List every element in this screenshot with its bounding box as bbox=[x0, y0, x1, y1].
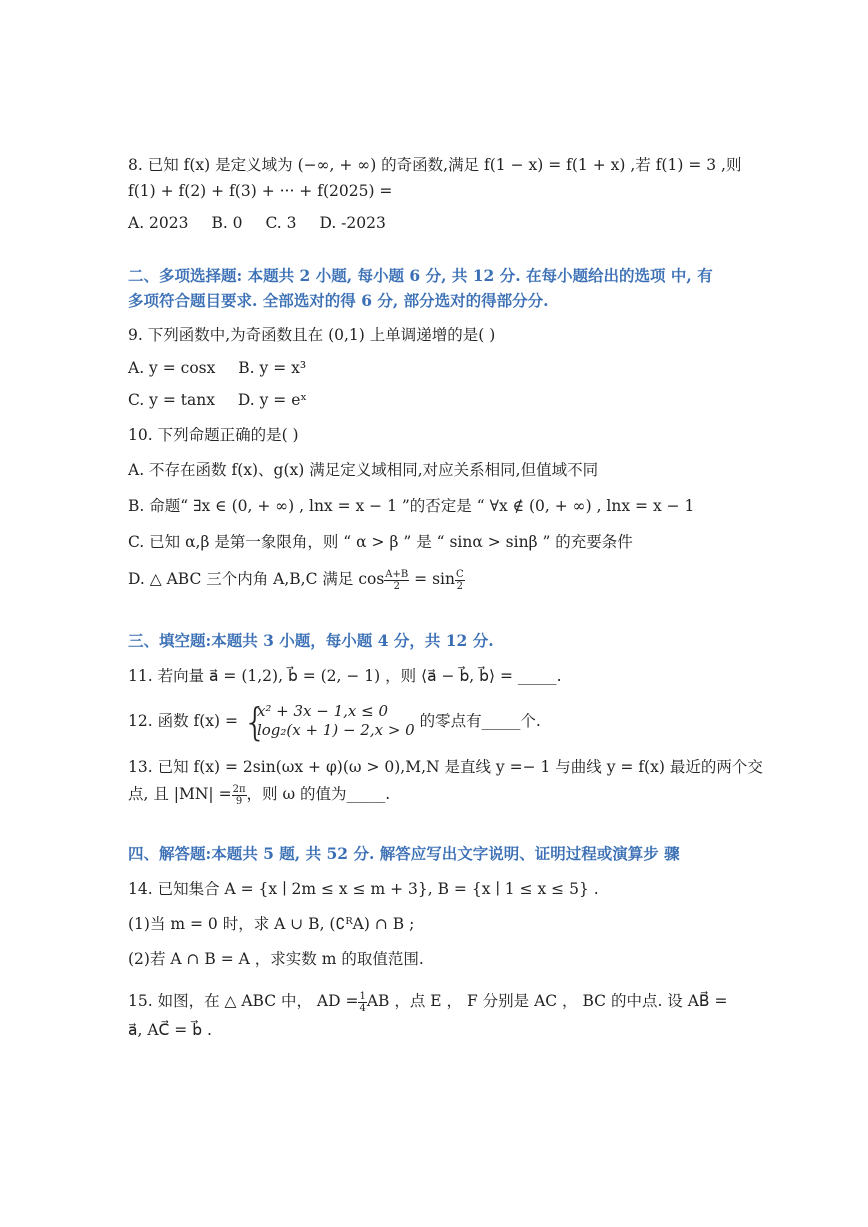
section4-heading: 四、解答题:本题共 5 题, 共 52 分. 解答应写出文字说明、证明过程或演算步 骤 bbox=[128, 844, 680, 863]
q8-option-c: C. 3 bbox=[265, 214, 297, 232]
section2-heading-line1: 二、多项选择题: 本题共 2 小题, 每小题 6 分, 共 12 分. 在每小题给出的选项 中, 有 bbox=[128, 266, 713, 285]
q12-case2: log₂(x + 1) − 2,x > 0 bbox=[256, 721, 415, 739]
q12-suffix: 的零点有_____个. bbox=[419, 712, 541, 730]
q9-option-d: D. y = eˣ bbox=[237, 391, 307, 409]
q8-line1: 8. 已知 f(x) 是定义域为 (−∞, + ∞) 的奇函数,满足 f(1 − x) = f(1 + x) ,若 f(1) = 3 ,则 bbox=[128, 156, 742, 174]
q14-part2: (2)若 A ∩ B = A ，求实数 m 的取值范围. bbox=[128, 950, 424, 968]
q10-d-prefix: D. △ ABC 三个内角 A,B,C 满足 cos bbox=[128, 570, 385, 588]
q10-option-d bbox=[128, 568, 768, 592]
q11-text: 11. 若向量 a⃗ = (1,2), b⃗ = (2, − 1) ，则 ⟨a⃗ − b⃗, b⃗⟩ = _____. bbox=[128, 667, 562, 685]
q14-part1: (1)当 m = 0 时，求 A ∪ B, (∁ᴿA) ∩ B ; bbox=[128, 915, 415, 933]
q15-frac-num: 1 bbox=[359, 990, 366, 1002]
q13-frac-num: 2π bbox=[232, 783, 246, 795]
q9-stem: 9. 下列函数中,为奇函数且在 (0,1) 上单调递增的是( ) bbox=[128, 326, 496, 344]
q13-frac-den: 9 bbox=[235, 795, 243, 807]
q12-case1: x² + 3x − 1,x ≤ 0 bbox=[256, 702, 389, 720]
q12-piecewise bbox=[242, 700, 415, 744]
q13-fraction bbox=[232, 784, 247, 807]
q8-option-b: B. 0 bbox=[211, 214, 243, 232]
q8-option-d: D. -2023 bbox=[319, 214, 386, 232]
q9-options-row1 bbox=[128, 357, 768, 379]
q14-stem: 14. 已知集合 A = {x ∣ 2m ≤ x ≤ m + 3}, B = {x ∣ 1 ≤ x ≤ 5} . bbox=[128, 880, 599, 898]
q8-line2: f(1) + f(2) + f(3) + ··· + f(2025) = bbox=[128, 182, 393, 200]
q15-line1 bbox=[128, 990, 768, 1014]
q10-d-mid: = sin bbox=[409, 570, 455, 588]
q9-option-c: C. y = tanx bbox=[128, 391, 215, 409]
q12-line bbox=[128, 702, 768, 746]
q15-line2: a⃗, AC⃗ = b⃗ . bbox=[128, 1021, 212, 1039]
q13-line2-prefix: 点, 且 |MN| = bbox=[128, 785, 232, 803]
q8-options bbox=[128, 212, 768, 234]
q10-d-fraction2 bbox=[455, 569, 465, 592]
q9-option-b: B. y = x³ bbox=[238, 359, 307, 377]
q15-frac-den: 4 bbox=[359, 1002, 366, 1014]
q10-d-fraction1 bbox=[384, 569, 409, 592]
q13-line2-suffix: ，则 ω 的值为_____. bbox=[246, 785, 391, 803]
q10-d-frac1-num: A+B bbox=[385, 568, 409, 580]
q15-line1-prefix: 15. 如图，在 △ ABC 中， AD = bbox=[128, 992, 359, 1010]
q8-option-a: A. 2023 bbox=[128, 214, 189, 232]
section2-heading-line2: 多项符合题目要求. 全部选对的得 6 分, 部分选对的得部分分. bbox=[128, 291, 549, 310]
q10-option-b: B. 命题“ ∃x ∈ (0, + ∞) , lnx = x − 1 ”的否定是 “ ∀x ∉ (0, + ∞) , lnx = x − 1 bbox=[128, 497, 695, 515]
q9-option-a: A. y = cosx bbox=[128, 359, 216, 377]
q10-d-frac2-num: C bbox=[455, 568, 464, 580]
q10-d-frac2-den: 2 bbox=[456, 580, 463, 592]
q12-brace: { bbox=[242, 700, 268, 744]
q9-options-row2 bbox=[128, 389, 768, 411]
q13-line1: 13. 已知 f(x) = 2sin(ωx + φ)(ω > 0),M,N 是直线 y =− 1 与曲线 y = f(x) 最近的两个交 bbox=[128, 758, 763, 776]
q12-prefix: 12. 函数 f(x) = bbox=[128, 712, 238, 730]
section3-heading: 三、填空题:本题共 3 小题，每小题 4 分，共 12 分. bbox=[128, 631, 494, 650]
q13-line2 bbox=[128, 783, 768, 807]
q10-option-c: C. 已知 α,β 是第一象限角，则 “ α > β ” 是 “ sinα > sinβ ” 的充要条件 bbox=[128, 533, 633, 551]
q15-line1-suffix: AB ，点 E ， F 分别是 AC ， BC 的中点. 设 AB⃗ = bbox=[366, 992, 728, 1010]
q15-fraction bbox=[358, 991, 366, 1014]
q10-stem: 10. 下列命题正确的是( ) bbox=[128, 426, 299, 444]
q10-option-a: A. 不存在函数 f(x)、g(x) 满足定义域相同,对应关系相同,但值域不同 bbox=[128, 461, 599, 479]
q10-d-frac1-den: 2 bbox=[393, 580, 400, 592]
